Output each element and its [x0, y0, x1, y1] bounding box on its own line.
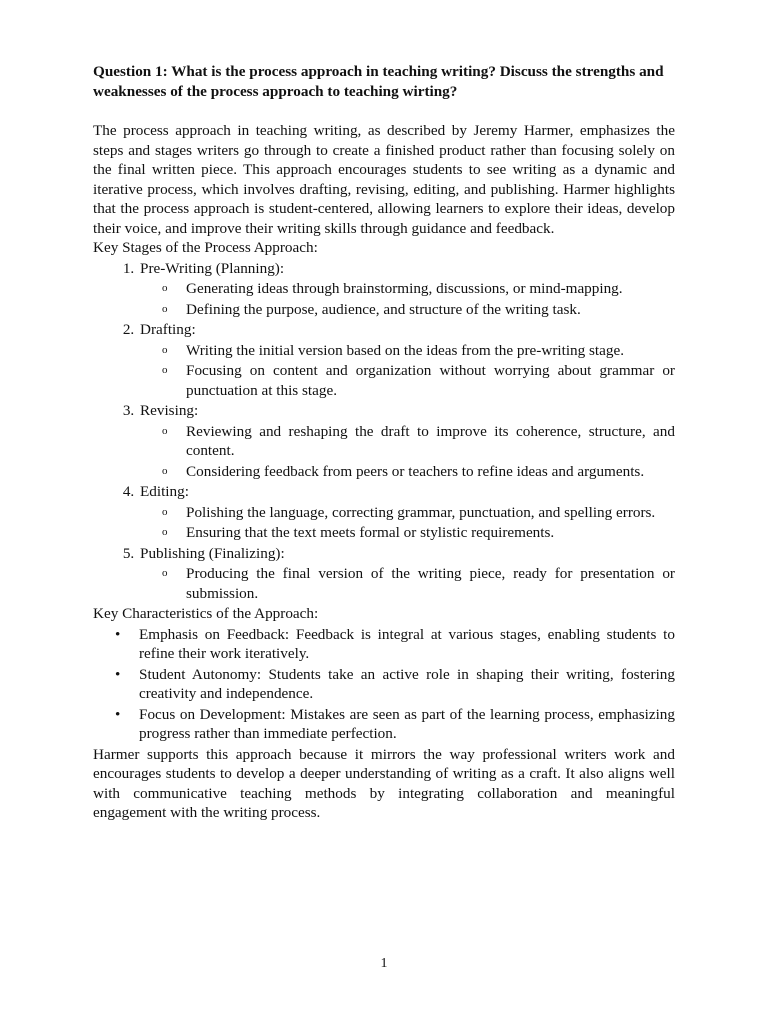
stages-list	[93, 259, 675, 604]
stage-sublist	[140, 422, 675, 482]
circle-bullet-icon: o	[162, 464, 168, 477]
stage-subitem: o Defining the purpose, audience, and structure of the writing task.	[162, 300, 581, 318]
stage-subitem: o Focusing on content and organization without worrying about grammar or punctuation at this stage.	[162, 362, 675, 399]
stages-heading: Key Stages of the Process Approach:	[93, 239, 318, 256]
stage-subitem: o Producing the final version of the writing piece, ready for presentation or submission.	[162, 565, 675, 602]
characteristic-item: • Student Autonomy: Students take an active role in shaping their writing, fostering creativity and independence.	[115, 665, 675, 702]
characteristic-item: • Emphasis on Feedback: Feedback is integral at various stages, enabling students to refine their work iteratively.	[115, 625, 675, 662]
stage-sublist	[140, 341, 675, 401]
stage-item	[138, 544, 675, 604]
circle-bullet-icon: o	[162, 302, 168, 315]
stage-subitem: o Generating ideas through brainstorming, discussions, or mind-mapping.	[162, 280, 623, 297]
stage-subitem: o Writing the initial version based on the ideas from the pre-writing stage.	[162, 341, 625, 359]
bullet-icon: •	[115, 705, 121, 723]
stage-sublist	[140, 279, 675, 319]
stage-title: Editing:	[140, 483, 189, 500]
circle-bullet-icon: o	[162, 424, 168, 437]
circle-bullet-icon: o	[162, 505, 168, 518]
stage-subitem: o Ensuring that the text meets formal or stylistic requirements.	[162, 524, 555, 541]
conclusion-paragraph: Harmer supports this approach because it mirrors the way professional writers work and encourages students to develop a deeper understanding of writing as a craft. It also aligns well with communicative teaching methods by integrating collaboration and meaningful engagement with the writing process.	[93, 745, 675, 821]
stage-sublist	[140, 564, 675, 603]
circle-bullet-icon: o	[162, 343, 168, 356]
stage-title: Pre-Writing (Planning):	[140, 259, 285, 277]
circle-bullet-icon: o	[162, 364, 168, 376]
stage-subitem: o Considering feedback from peers or teachers to refine ideas and arguments.	[162, 462, 645, 480]
stage-title: Drafting:	[140, 321, 196, 338]
stage-item	[138, 401, 675, 481]
stage-item	[138, 320, 675, 400]
stage-sublist	[140, 503, 675, 543]
bullet-icon: •	[115, 665, 121, 683]
stage-subitem: o Reviewing and reshaping the draft to improve its coherence, structure, and content.	[162, 422, 675, 459]
bullet-icon: •	[115, 625, 121, 643]
characteristics-list	[93, 625, 675, 744]
stage-title: Publishing (Finalizing):	[140, 544, 285, 562]
characteristic-item: • Focus on Development: Mistakes are seen as part of the learning process, emphasizing progress rather than immediate perfection.	[115, 705, 675, 742]
stage-item	[138, 259, 675, 320]
circle-bullet-icon: o	[162, 567, 168, 579]
stage-title: Revising:	[140, 402, 199, 419]
page-number: 1	[380, 956, 388, 971]
characteristics-heading: Key Characteristics of the Approach:	[93, 605, 319, 622]
document-page	[93, 62, 675, 823]
stage-item	[138, 482, 675, 543]
question-heading: Question 1: What is the process approach in teaching writing? Discuss the strengths and weaknesses of the process approach to teaching wirting?	[93, 63, 664, 100]
stage-subitem: o Polishing the language, correcting grammar, punctuation, and spelling errors.	[162, 503, 656, 521]
intro-paragraph: The process approach in teaching writing, as described by Jeremy Harmer, emphasizes the steps and stages writers go through to create a finished product rather than focusing solely on the final written piece. This approach encourages students to see writing as a dynamic and iterative process, which involves drafting, revising, editing, and publishing. Harmer highlights that the process approach is student-centered, allowing learners to explore their ideas, develop their voice, and improve their writing skills through guidance and feedback.	[93, 122, 675, 237]
circle-bullet-icon: o	[162, 526, 168, 538]
circle-bullet-icon: o	[162, 282, 168, 294]
